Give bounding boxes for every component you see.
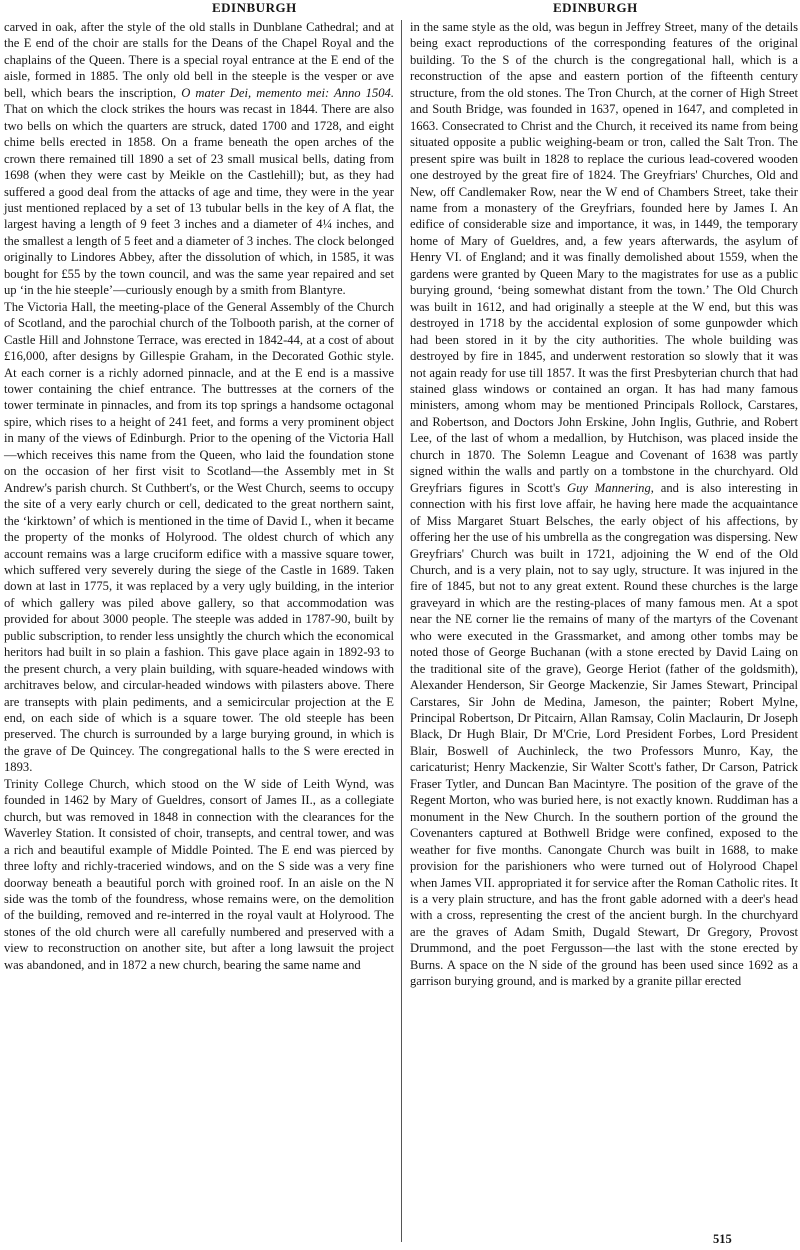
running-head-right: EDINBURGH xyxy=(553,0,638,15)
paragraph-trinity-college: Trinity College Church, which stood on the W side of Leith Wynd, was founded in 1462 by Mary of Gueldres, consort of James II., as a collegiate church, but was removed in 1848 in connection with the clearances for the Waverley Station. It consisted of choir, transepts, and central tower, and was a rich and beautiful example of Middle Pointed. The E end was pierced by three lofty and richly-traceried windows, and on the S side was a very fine doorway beneath a beautiful porch with groined roof. In an aisle on the N side was the tomb of the foundress, whose remains were, on the demolition of the building, removed and re-interred in the royal vault at Holyrood. The stones of the old church were all carefully numbered and preserved with a view to reconstruction on another site, but after a long lawsuit the project was abandoned, and in 1872 a new church, bearing the same name and xyxy=(4,776,394,972)
text-run: , and is also interesting in connection with his first love affair, he having here made the acquaintance of Miss Margaret Stuart Belsches, the early object of his affections, by offering her the use of his umbrella as the congregation was dispersing. New Greyfriars' Church was built in 1721, adjoining the W end of the Old Church, and is a very plain, not to say ugly, structure. It was injured in the fire of 1845, but not to any great extent. Round these churches is the large graveyard in which are the resting-places of many famous men. At a spot near the NE corner lie the remains of many of the martyrs of the Covenant who were executed in the Grassmarket, and among other tombs may be noted those of George Buchanan (with a stone erected by David Laing on the traditional site of the grave), George Heriot (father of the goldsmith), Alexander Henderson, Sir George Mackenzie, Sir James Stewart, Principal Carstares, Sir John de Medina, Jameson, the painter; Robert Mylne, Principal Robertson, Dr Pitcairn, Allan Ramsay, Colin Maclaurin, Dr Joseph Black, Dr Hugh Blair, Dr M'Crie, Lord President Forbes, Lord President Blair, Boswell of Auchinleck, the two Professors Munro, Kay, the caricaturist; Henry Mackenzie, Sir Walter Scott's father, Dr Carson, Patrick Fraser Tytler, and Duncan Ban Macintyre. The position of the grave of the Regent Morton, who was buried here, is not exactly known. Ruddiman has a monument in the New Church. In the southern portion of the ground the Covenanters captured at Bothwell Bridge were confined, exposed to the weather for five months. Canongate Church was built in 1688, to make provision for the parishioners who were turned out of Holyrood Chapel when James VII. appropriated it for service after the Roman Catholic rites. It is a very plain structure, and has the front gable adorned with a deer's head with a cross, representing the crest of the ancient burgh. In the churchyard are the graves of Adam Smith, Dugald Stewart, Dr Gregory, Provost Drummond, and the poet Fergusson—the last with the stone erected by Burns. A space on the N side of the ground has been used since 1692 as a garrison burying ground, and is marked by a granite pillar erected xyxy=(410,480,798,989)
page-number: 515 xyxy=(713,1232,732,1246)
text-run: That on which the clock strikes the hours was recast in 1844. There are also two bells on which the quarters are struck, dated 1700 and 1728, and eight chime bells erected in 1858. On a frame beneath the open arches of the crown there remained till 1890 a set of 23 small musical bells, dating from 1698 (when they were cast by Meikle on the Castlehill); but, as they had suffered a good deal from the attacks of age and time, they were in the year just mentioned replaced by a set of 13 tubular bells in the key of A flat, the largest having a length of 9 feet 3 inches and a diameter of 4¼ inches, and the smallest a length of 5 feet and a diameter of 3 inches. The clock belonged originally to Lindores Abbey, after the dissolution of which, in 1585, it was bought for £55 by the town council, and was the same year repaired and set up ‘in the hie steeple’—curiously enough by a smith from Blantyre. xyxy=(4,102,394,298)
paragraph-bells xyxy=(4,19,394,299)
paragraph-victoria-hall: The Victoria Hall, the meeting-place of the General Assembly of the Church of Scotland, and the parochial church of the Tolbooth parish, at the corner of Castle Hill and Johnstone Terrace, was erected in 1842-44, at a cost of about £16,000, after designs by Gillespie Graham, in the Decorated Gothic style. At each corner is a richly adorned pinnacle, and at the E end is a massive tower containing the chief entrance. The buttresses at the corners of the tower terminate in pinnacles, and from its top springs a handsome octagonal spire, which rises to a height of 241 feet, and forms a very prominent object in many of the views of Edinburgh. Prior to the opening of the Victoria Hall—which receives this name from the Queen, who laid the foundation stone on the occasion of her first visit to Scotland—the Assembly met in St Andrew's parish church. St Cuthbert's, or the West Church, seems to occupy the site of a very early church or cell, dedicated to the great northern saint, the ‘kirktown’ of which is mentioned in the time of David I., when it became the property of the monks of Holyrood. The oldest church of which any account remains was a large cruciform edifice with a massive square tower, which suffered very severely during the siege of the Castle in 1689. Taken down at last in 1775, it was replaced by a very ugly building, in the interior of which gallery was piled above gallery, so that accommodation was provided for about 3000 people. The steeple was added in 1787-90, built by public subscription, to render less unsightly the church which the economical heritors had built in so plain a fashion. This gave place again in 1892-93 to the present church, a very plain building, with square-headed windows with architraves below, and circular-headed windows with pilasters above. There are transepts with plain pediments, and a semicircular projection at the E end, on each side of which is a square tower. The old steeple has been preserved. The church is surrounded by a large burying ground, in which is the grave of De Quincey. The congregational halls to the S were erected in 1893. xyxy=(4,299,394,775)
inscription-text: O mater Dei, memento mei: Anno 1504. xyxy=(181,85,394,100)
left-column xyxy=(4,19,394,973)
text-run: in the same style as the old, was begun in Jeffrey Street, many of the details being exact reproductions of the corresponding features of the original building. To the S of the church is the congregational hall, which is a reconstruction of the apse and eastern portion of the fifteenth century structure, from the old stones. The Tron Church, at the corner of High Street and South Bridge, was founded in 1637, opened in 1647, and completed in 1663. Consecrated to Christ and the Church, it received its name from being situated opposite a public weighing-beam or tron, called the Salt Tron. The present spire was built in 1828 to replace the curious lead-covered wooden one destroyed by the great fire of 1824. The Greyfriars' Churches, Old and New, off Candlemaker Row, near the W end of Chambers Street, take their name from a monastery of the Greyfriars, founded here by James I. An edifice of considerable size and importance, it was, in 1449, the temporary home of Mary of Gueldres, and, a few years afterwards, the asylum of Henry VI. of England; and it was finally demolished about 1559, when the gardens were granted by Queen Mary to the magistrates for use as a public burying ground, ‘being somewhat distant from the town.’ The Old Church was built in 1612, and had originally a steeple at the W end, but this was destroyed in 1718 by the accidental explosion of some gunpowder which had been stored in it by the city authorities. The whole building was destroyed by fire in 1845, and underwent restoration so slowly that it was not again ready for use till 1857. It was the first Presbyterian church that had stained glass windows or contained an organ. It has had many famous ministers, among whom may be mentioned Principals Rollock, Carstares, and Robertson, and Doctors John Erskine, John Inglis, Guthrie, and Robert Lee, of the last of whom a medallion, by Hutchison, was placed inside the church in 1870. The Solemn League and Covenant of 1638 was partly signed within the walls and partly on a tombstone in the churchyard. Old Greyfriars figures in Scott's xyxy=(410,20,798,495)
right-column xyxy=(410,19,798,990)
column-divider xyxy=(401,20,402,1242)
text-run: carved in oak, after the style of the old stalls in Dunblane Cathedral; and at the E end of the choir are stalls for the Deans of the Chapel Royal and the chaplains of the Queen. There is a special royal entrance at the E end of the aisle, formed in 1885. The only old bell in the steeple is the vesper or ave bell, which bears the inscription, xyxy=(4,20,394,100)
paragraph-greyfriars xyxy=(410,19,798,990)
book-title-text: Guy Mannering xyxy=(566,480,651,495)
running-head-left: EDINBURGH xyxy=(212,0,297,15)
